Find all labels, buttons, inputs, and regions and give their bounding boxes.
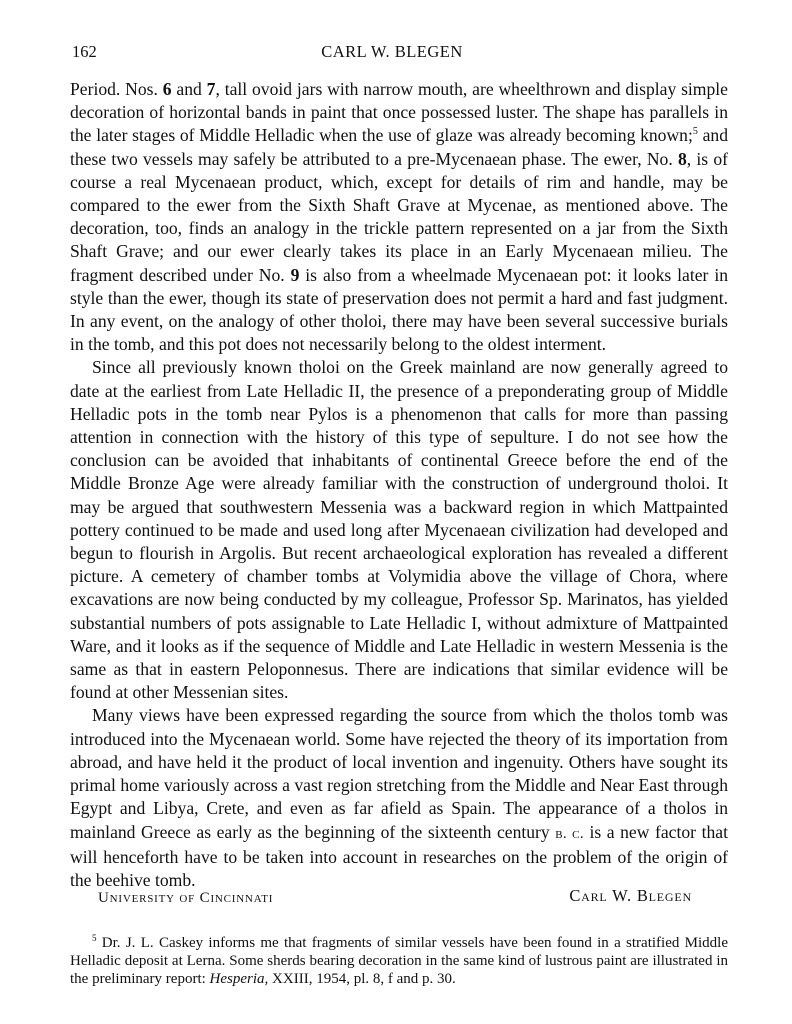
item-number-6: 6 (162, 79, 172, 99)
text-run: Dr. J. L. Caskey informs me that fragments of similar vessels have been found in a stratified Middle Helladic deposit at Lerna. Some sherds bearing decoration in the same kind of lustrous paint are illustrated in the preliminary report: (70, 935, 728, 987)
paragraph-2: Since all previously known tholoi on the Greek mainland are now generally agreed to date at the earliest from Late Helladic II, the presence of a preponderating group of Middle Helladic pots in the tomb near Pylos is a phenomenon that calls for more than passing attention in connection with the history of this type of sepulture. I do not see how the conclusion can be avoided that inhabitants of continental Greece before the end of the Middle Bronze Age were already familiar with the construction of underground tholoi. It may be argued that southwestern Messenia was a backward region in which Mattpainted pottery continued to be made and used long after Mycenaean civilization had developed and begun to flourish in Argolis. But recent archaeological exploration has revealed a different picture. A cemetery of chamber tombs at Volymidia above the village of Chora, where excavations are now being conducted by my colleague, Professor Sp. Marinatos, has yielded substantial numbers of pots assignable to Late Helladic I, without admixture of Mattpainted Ware, and it looks as if the sequence of Middle and Late Helladic in western Messenia is the same as that in eastern Peloponnesus. There are indications that similar evidence will be found at other Messenian sites. (70, 357, 728, 703)
item-number-8: 8 (677, 148, 687, 169)
running-head: CARL W. BLEGEN (321, 42, 463, 61)
article-body (70, 78, 728, 892)
journal-title: Hesperia, (209, 971, 269, 987)
signature-block (98, 886, 692, 914)
text-run: , tall ovoid jars with narrow mouth, are wheelthrown and display simple decoration of horizontal bands in paint that once possessed luster. The shape has parallels in the later stages of Middle Helladic when the use of glaze was already becoming known; (70, 79, 728, 146)
paragraph-1 (70, 78, 728, 356)
text-run: , is of course a real Mycenaean product, which, except for details of rim and handle, may be compared to the ewer from the Sixth Shaft Grave at Mycenae, as mentioned above. The decoration, too, finds an analogy in the trickle pattern represented on a jar from the Sixth Shaft Grave; and our ewer clearly takes its place in an Early Mycenaean milieu. The fragment described under No. (70, 148, 728, 285)
author-signature: Carl W. Blegen (569, 886, 692, 905)
footnote-5 (70, 934, 728, 988)
item-number-9: 9 (290, 264, 300, 285)
text-run: Many views have been expressed regarding the source from which the tholos tomb was introduced into the Mycenaean world. Some have rejected the theory of its importation from abroad, and have held it the product of local invention and ingenuity. Others have sought its primal home variously across a vast region stretching from the Middle and Near East through Egypt and Libya, Crete, and even as far afield as Spain. The appearance of a tholos in mainland Greece as early as the beginning of the sixteenth century (70, 705, 728, 842)
footnote-mark: 5 (92, 933, 97, 943)
footnote-reference[interactable]: 5 (692, 126, 698, 138)
paragraph-3 (70, 704, 728, 892)
text-run: Period. Nos. (70, 79, 163, 99)
author-affiliation: University of Cincinnati (98, 890, 274, 906)
footnote (70, 934, 728, 988)
era-abbreviation: b. c. (555, 825, 584, 842)
text-run: and (171, 79, 207, 99)
page-number: 162 (72, 42, 97, 61)
page-header (72, 42, 712, 66)
text-run: is a new factor that will henceforth have to be taken into account in researches on the problem of the origin of the beehive tomb. (70, 821, 728, 890)
item-number-7: 7 (206, 79, 216, 99)
text-run: and these two vessels may safely be attributed to a pre-Mycenaean phase. The ewer, No. (70, 125, 728, 169)
text-run: XXIII, 1954, pl. 8, f and p. 30. (268, 971, 456, 987)
text-run: is also from a wheelmade Mycenaean pot: it looks later in style than the ewer, though its state of preservation does not permit a hard and fast judgment. In any event, on the analogy of other tholoi, there may have been several successive burials in the tomb, and this pot does not necessarily belong to the oldest interment. (70, 264, 729, 355)
